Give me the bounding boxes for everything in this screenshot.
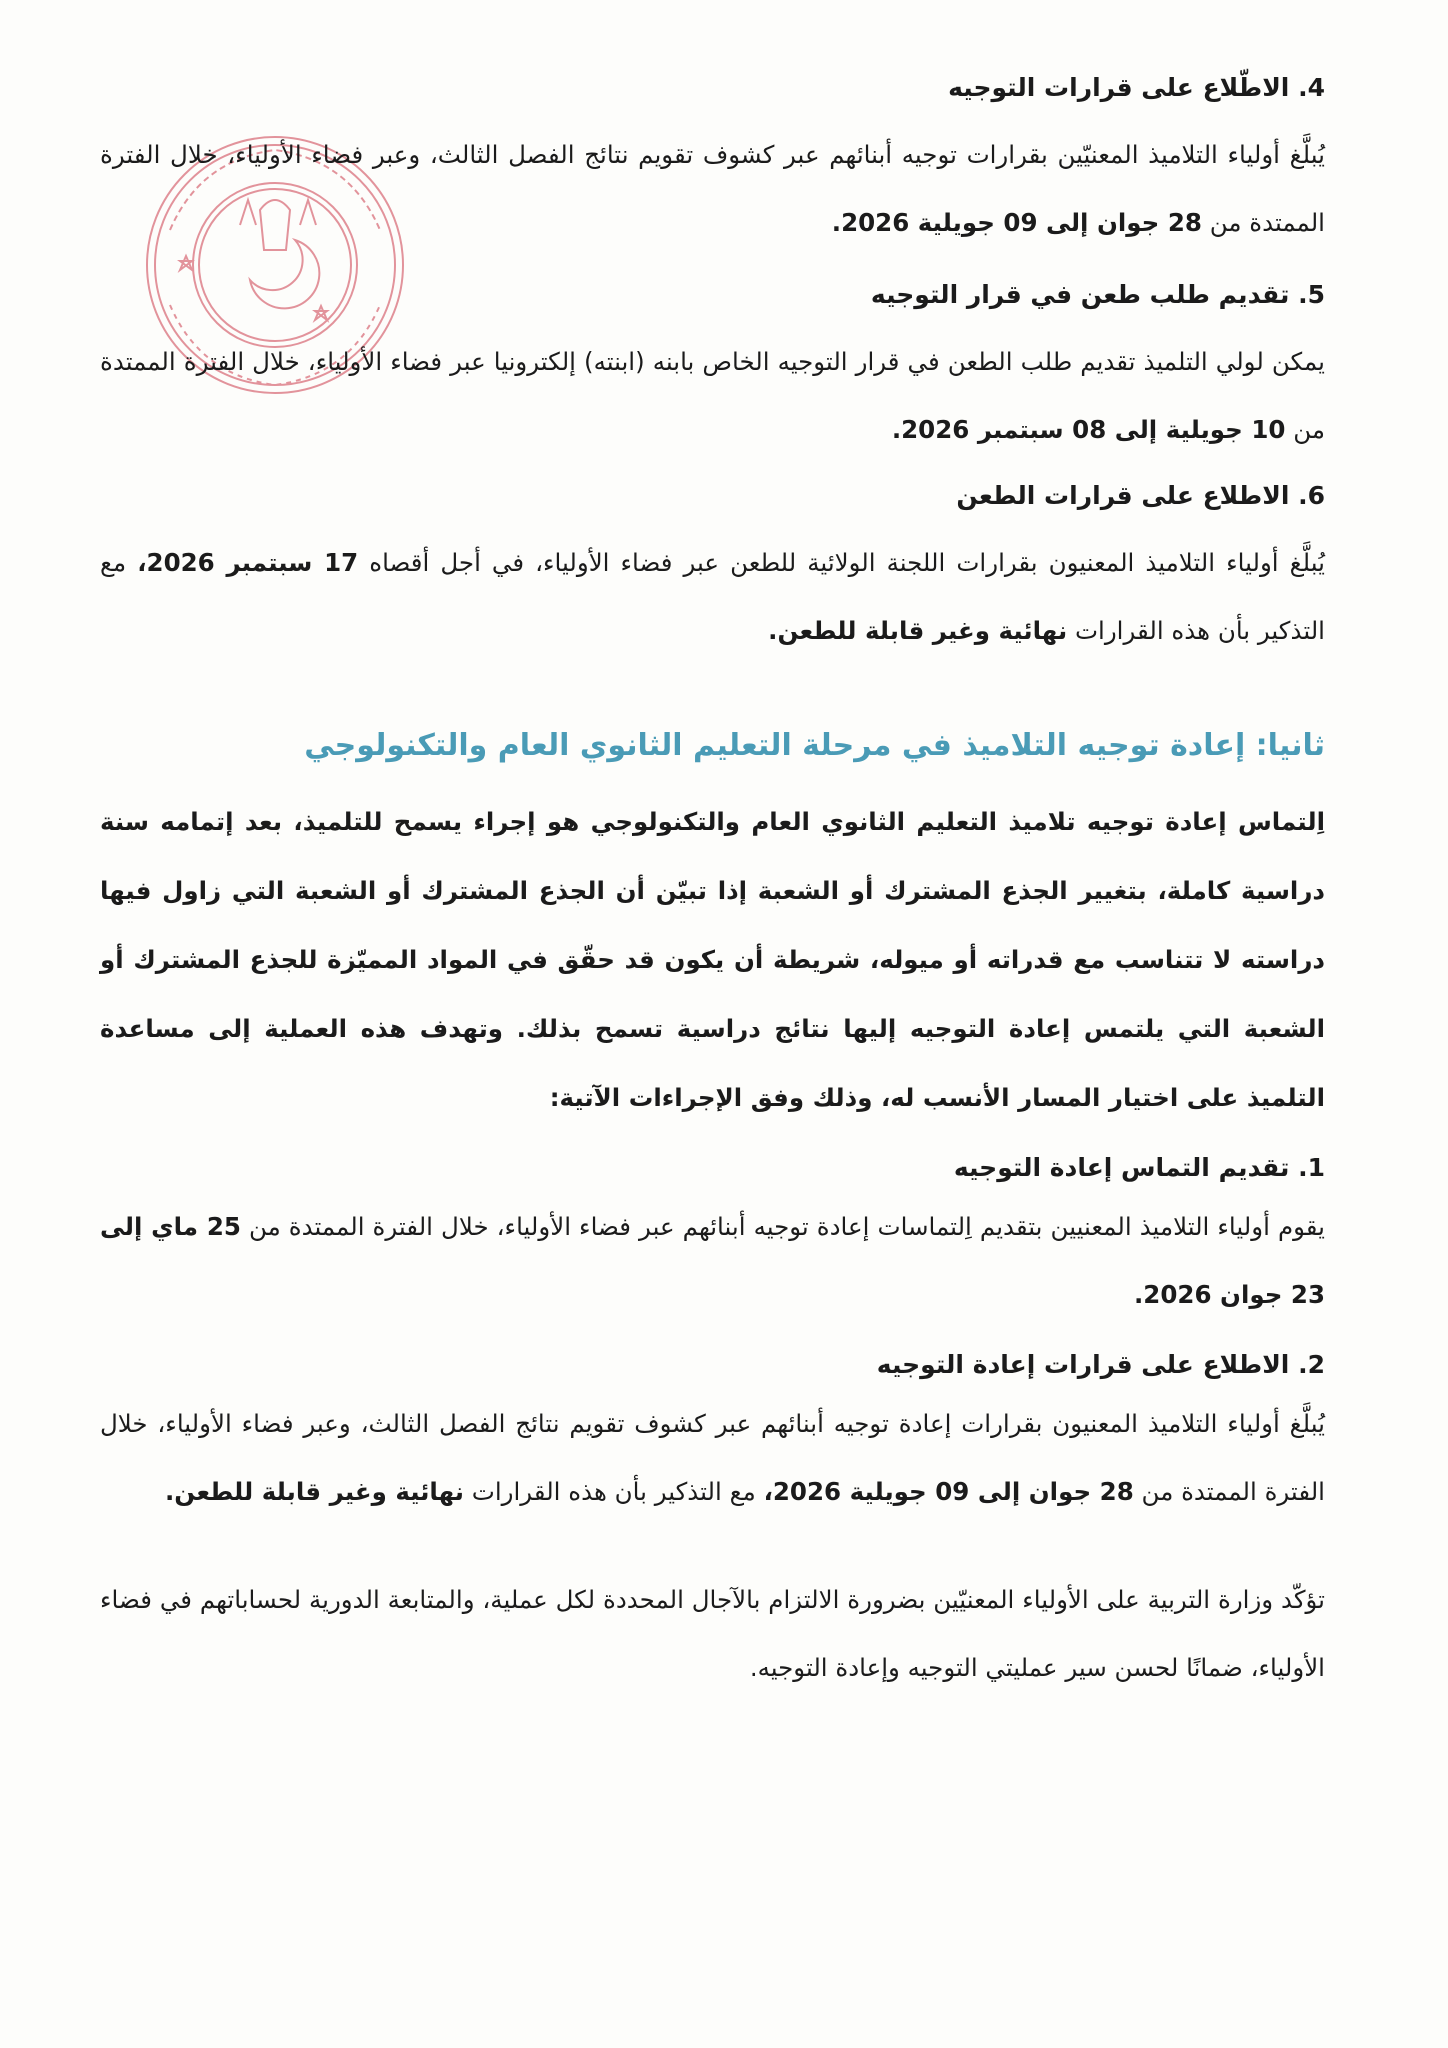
- step-1-paragraph: [100, 1193, 1325, 1329]
- section-two-intro: اِلتماس إعادة توجيه تلاميذ التعليم الثانوي العام والتكنولوجي هو إجراء يسمح للتلميذ، بعد إتمامه سنة دراسية كاملة، بتغيير الجذع المشترك أو الشعبة إذا تبيّن أن الجذع المشترك أو الشعبة التي زاول فيها دراسته لا تتناسب مع قدراته أو ميوله، شريطة أن يكون قد حقّق في المواد المميّزة للجذع المشترك أو الشعبة التي يلتمس إعادة التوجيه إليها نتائج دراسية تسمح بذلك. وتهدف هذه العملية إلى مساعدة التلميذ على اختيار المسار الأنسب له، وذلك وفق الإجراءات الآتية:: [100, 807, 1325, 1112]
- document-page: [100, 70, 1325, 1702]
- section-5-heading: 5. تقديم طلب طعن في قرار التوجيه: [870, 280, 1325, 309]
- section-5-paragraph: [100, 328, 1325, 464]
- step-2-heading: 2. الاطلاع على قرارات إعادة التوجيه: [876, 1350, 1325, 1379]
- section-6-date: 17 سبتمبر 2026،: [137, 548, 359, 577]
- step-2-final: نهائية وغير قابلة للطعن.: [165, 1477, 464, 1506]
- step-1-text: يقوم أولياء التلاميذ المعنيين بتقديم اِلتماسات إعادة توجيه أبنائهم عبر فضاء الأولياء، خلال الفترة الممتدة من: [240, 1212, 1325, 1241]
- section-5: [100, 277, 1325, 464]
- step-1: [100, 1150, 1325, 1329]
- section-6: [100, 478, 1325, 665]
- closing-paragraph: تؤكّد وزارة التربية على الأولياء المعنيّين بضرورة الالتزام بالآجال المحددة لكل عملية، والمتابعة الدورية لحساباتهم في فضاء الأولياء، ضمانًا لحسن سير عمليتي التوجيه وإعادة التوجيه.: [100, 1585, 1325, 1682]
- section-6-paragraph: [100, 529, 1325, 665]
- step-2-paragraph: [100, 1390, 1325, 1526]
- section-6-text: يُبلَّغ أولياء التلاميذ المعنيون بقرارات اللجنة الولائية للطعن عبر فضاء الأولياء، في أجل أقصاه: [358, 548, 1326, 577]
- step-2-date: 28 جوان إلى 09 جويلية 2026،: [763, 1477, 1134, 1506]
- step-1-date: 25 ماي إلى 23 جوان 2026.: [100, 1212, 1325, 1309]
- section-5-text: يمكن لولي التلميذ تقديم طلب الطعن في قرار التوجيه الخاص بابنه (ابنته) إلكترونيا عبر فضاء الأولياء، خلال الفترة الممتدة من: [100, 347, 1325, 444]
- section-4-text: يُبلَّغ أولياء التلاميذ المعنيّين بقرارات توجيه أبنائهم عبر كشوف تقويم نتائج الفصل الثالث، وعبر فضاء الأولياء، خلال الفترة الممتدة من: [100, 140, 1325, 237]
- step-2-text-b: مع التذكير بأن هذه القرارات: [463, 1477, 764, 1506]
- section-4: [100, 70, 1325, 257]
- section-6-text-b: مع التذكير بأن هذه القرارات: [100, 548, 1325, 645]
- step-1-heading: 1. تقديم التماس إعادة التوجيه: [953, 1153, 1325, 1182]
- section-4-paragraph: [100, 121, 1325, 257]
- section-two-title: ثانيا: إعادة توجيه التلاميذ في مرحلة التعليم الثانوي العام والتكنولوجي: [304, 728, 1325, 763]
- step-2: [100, 1347, 1325, 1526]
- section-5-date: 10 جويلية إلى 08 سبتمبر 2026.: [891, 415, 1286, 444]
- section-6-heading: 6. الاطلاع على قرارات الطعن: [956, 481, 1325, 510]
- section-4-heading: 4. الاطّلاع على قرارات التوجيه: [948, 73, 1325, 102]
- step-2-text: يُبلَّغ أولياء التلاميذ المعنيون بقرارات إعادة توجيه أبنائهم عبر كشوف تقويم نتائج الفصل الثالث، وعبر فضاء الأولياء، خلال الفترة الممتدة من: [100, 1409, 1325, 1506]
- section-4-date: 28 جوان إلى 09 جويلية 2026.: [831, 208, 1202, 237]
- section-6-final: نهائية وغير قابلة للطعن.: [768, 616, 1068, 645]
